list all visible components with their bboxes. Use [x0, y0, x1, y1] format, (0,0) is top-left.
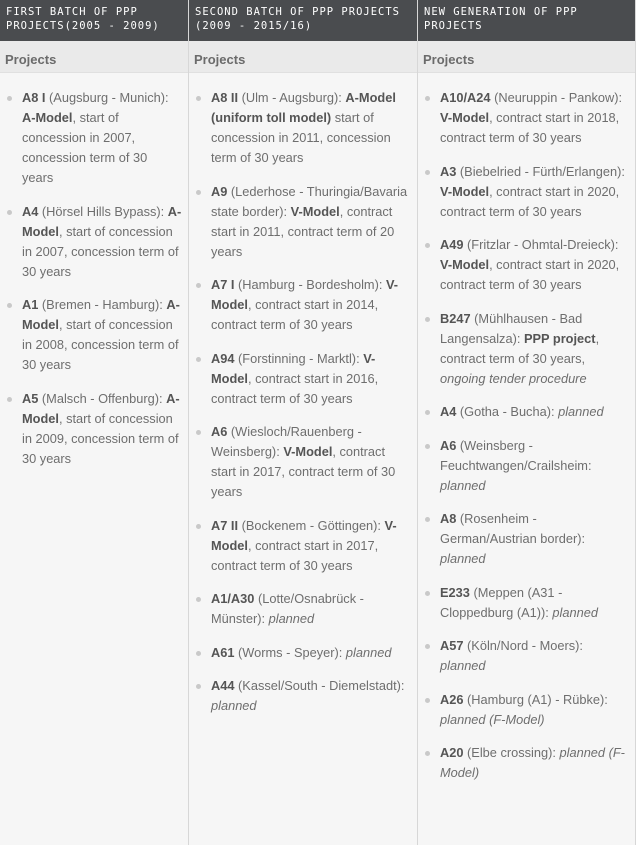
column-body [189, 73, 417, 845]
project-details: start of concession in 2011, concession term of 30 years [211, 110, 391, 165]
project-road-id: B247 [440, 310, 471, 326]
bullet-icon [196, 430, 201, 435]
project-status: planned [552, 604, 598, 620]
bullet-icon [425, 517, 430, 522]
project-route: (Hamburg - Bordesholm): [234, 277, 386, 292]
project-item [424, 436, 629, 496]
column-header: NEW GENERATION OF PPP PROJECTS [418, 0, 635, 41]
project-model: A-Model [22, 203, 182, 239]
project-status: planned [211, 698, 257, 713]
project-item [195, 676, 411, 716]
project-item [6, 88, 182, 188]
project-model: A-Model [22, 390, 180, 426]
project-details: , contract start in 2014, contract term of 30 years [211, 297, 379, 332]
project-status: planned (F-Model) [440, 745, 625, 780]
project-item [424, 235, 629, 295]
project-route: (Hamburg (A1) - Rübke): [463, 691, 608, 707]
project-road-id: A4 [22, 203, 39, 219]
bullet-icon [196, 96, 201, 101]
project-status: planned [558, 404, 604, 419]
project-route: (Ulm - Augsburg): [238, 90, 346, 105]
project-route: (Forstinning - Marktl): [234, 350, 364, 366]
project-status: ongoing tender procedure [440, 370, 587, 386]
project-model: V-Model [211, 350, 376, 386]
project-route: (Köln/Nord - Moers): [463, 638, 583, 653]
project-model: V-Model [211, 277, 399, 312]
project-item [424, 690, 629, 730]
project-model: V-Model [440, 183, 490, 199]
project-road-id: A8 [440, 511, 457, 526]
project-road-id: A6 [440, 437, 457, 453]
project-model: A-Model [22, 110, 73, 125]
project-route: (Kassel/South - Diemelstadt): [234, 678, 405, 693]
column-second-batch [189, 0, 418, 845]
bullet-icon [196, 651, 201, 656]
column-header: SECOND BATCH OF PPP PROJECTS (2009 - 2015/16) [189, 0, 417, 41]
project-list [424, 88, 629, 783]
column-header: FIRST BATCH OF PPP PROJECTS(2005 - 2009) [0, 0, 188, 41]
project-route: (Augsburg - Munich): [45, 90, 169, 105]
project-road-id: A7 II [211, 517, 239, 533]
project-details: , contract term of 30 years, [440, 330, 600, 366]
project-road-id: A5 [22, 390, 39, 406]
bullet-icon [196, 684, 201, 689]
bullet-icon [425, 410, 430, 415]
project-item [195, 88, 411, 168]
project-road-id: A8 I [22, 90, 46, 105]
project-item [424, 583, 629, 623]
project-details: , start of concession in 2008, concession term of 30 years [22, 317, 179, 372]
project-item [195, 589, 411, 629]
project-item [424, 402, 629, 422]
project-status: planned [440, 658, 486, 673]
project-road-id: A1/A30 [211, 591, 255, 606]
project-route: (Fritzlar - Ohmtal-Dreieck): [463, 237, 619, 252]
project-road-id: A7 I [211, 277, 235, 292]
project-route: (Biebelried - Fürth/Erlangen): [456, 163, 625, 179]
project-details: , start of concession in 2007, concession term of 30 years [22, 223, 179, 279]
project-road-id: A49 [440, 237, 464, 252]
project-item [195, 643, 411, 663]
project-item [424, 509, 629, 569]
project-details: , contract start in 2011, contract term of 20 years [211, 203, 395, 259]
project-item [424, 88, 629, 148]
project-item [195, 349, 411, 409]
project-model: V-Model [440, 257, 490, 272]
project-item [424, 636, 629, 676]
project-item [6, 389, 182, 469]
column-subheader: Projects [418, 41, 635, 73]
project-route: (Rosenheim - German/Austrian border): [440, 511, 586, 546]
project-road-id: A1 [22, 297, 39, 312]
project-list [6, 88, 182, 469]
project-item [195, 182, 411, 262]
project-model: V-Model [290, 203, 340, 219]
project-route: (Wiesloch/Rauenberg - Weinsberg): [211, 424, 362, 459]
bullet-icon [425, 591, 430, 596]
project-item [6, 202, 182, 282]
project-item [195, 275, 411, 335]
project-item [424, 162, 629, 222]
project-road-id: A57 [440, 638, 464, 653]
column-first-batch [0, 0, 189, 845]
project-route: (Hörsel Hills Bypass): [38, 203, 168, 219]
project-road-id: A6 [211, 424, 228, 439]
project-model: PPP project [523, 330, 596, 346]
project-details: , contract start in 2020, contract term of 30 years [440, 183, 620, 219]
project-model: A-Model [22, 297, 180, 332]
bullet-icon [425, 751, 430, 756]
project-road-id: A10/A24 [440, 90, 491, 105]
project-route: (Weinsberg - Feuchtwangen/Crailsheim: [440, 437, 592, 473]
project-status: planned [440, 551, 486, 566]
project-status: planned [345, 644, 392, 660]
project-route: (Mühlhausen - Bad Langensalza): [440, 310, 583, 346]
project-status: planned (F-Model) [440, 711, 545, 727]
project-item [6, 295, 182, 375]
project-model: V-Model [211, 517, 397, 553]
project-route: (Lotte/Osnabrück - Münster): [211, 591, 364, 626]
bullet-icon [196, 524, 201, 529]
project-road-id: A8 II [211, 90, 239, 105]
project-route: (Lederhose - Thuringia/Bavaria state border): [211, 183, 408, 219]
project-details: , contract start in 2017, contract term of 30 years [211, 444, 396, 499]
project-route: (Malsch - Offenburg): [38, 390, 167, 406]
project-route: (Bockenem - Göttingen): [238, 517, 385, 533]
bullet-icon [425, 170, 430, 175]
bullet-icon [7, 210, 12, 215]
project-list [195, 88, 411, 716]
project-route: (Gotha - Bucha): [456, 404, 559, 419]
project-details: , start of concession in 2009, concession term of 30 years [22, 410, 179, 466]
project-status: planned [440, 477, 486, 493]
project-item [424, 743, 629, 783]
project-details: , contract start in 2020, contract term of 30 years [440, 257, 620, 292]
project-item [195, 422, 411, 502]
project-details: , contract start in 2016, contract term of 30 years [211, 370, 379, 406]
column-body [0, 73, 188, 845]
project-item [424, 309, 629, 389]
bullet-icon [425, 444, 430, 449]
column-subheader: Projects [0, 41, 188, 73]
bullet-icon [425, 698, 430, 703]
project-route: (Worms - Speyer): [234, 644, 346, 660]
project-road-id: A94 [211, 350, 235, 366]
project-details: , start of concession in 2007, concession term of 30 years [22, 110, 148, 185]
bullet-icon [7, 303, 12, 308]
bullet-icon [196, 597, 201, 602]
project-route: (Elbe crossing): [463, 745, 560, 760]
column-body [418, 73, 635, 845]
bullet-icon [196, 357, 201, 362]
project-route: (Neuruppin - Pankow): [490, 90, 623, 105]
bullet-icon [425, 317, 430, 322]
project-road-id: A20 [440, 745, 464, 760]
column-subheader: Projects [189, 41, 417, 73]
column-new-generation [418, 0, 636, 845]
project-model: V-Model [440, 110, 490, 125]
project-road-id: A3 [440, 163, 457, 179]
bullet-icon [7, 397, 12, 402]
project-item [195, 516, 411, 576]
project-road-id: A9 [211, 183, 228, 199]
project-route: (Bremen - Hamburg): [38, 297, 167, 312]
project-route: (Meppen (A31 - Cloppedburg (A1)): [440, 584, 563, 620]
project-status: planned [268, 611, 315, 626]
bullet-icon [425, 644, 430, 649]
project-road-id: E233 [440, 584, 470, 600]
project-road-id: A26 [440, 691, 464, 707]
project-model: A-Model (uniform toll model) [211, 90, 396, 125]
project-details: , contract start in 2018, contract term of 30 years [440, 110, 620, 145]
project-model: V-Model [283, 444, 333, 459]
project-road-id: A44 [211, 678, 235, 693]
bullet-icon [196, 283, 201, 288]
bullet-icon [425, 243, 430, 248]
bullet-icon [196, 190, 201, 195]
project-road-id: A4 [440, 404, 457, 419]
bullet-icon [425, 96, 430, 101]
bullet-icon [7, 96, 12, 101]
project-details: , contract start in 2017, contract term of 30 years [211, 537, 379, 573]
project-road-id: A61 [211, 644, 235, 660]
